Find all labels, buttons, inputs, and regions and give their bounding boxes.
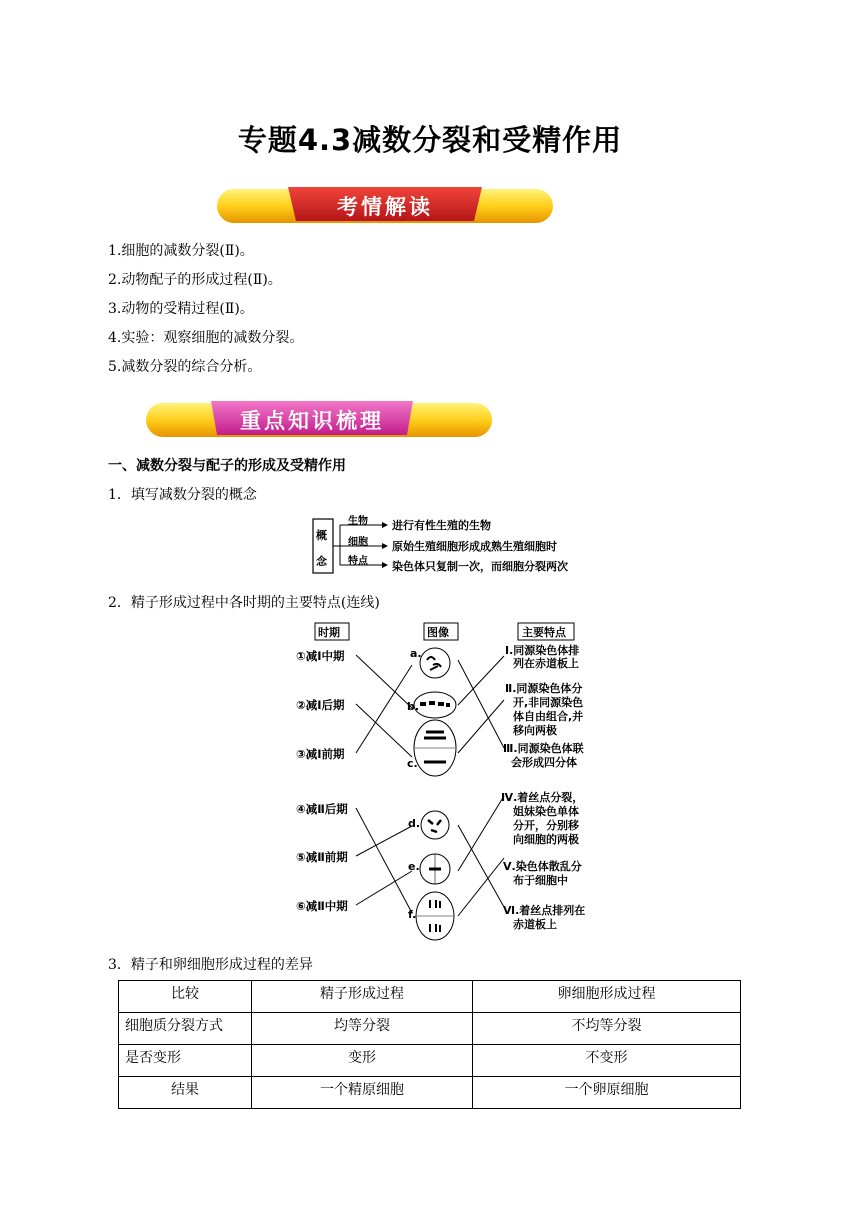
feature-line: Ⅳ.着丝点分裂， (501, 791, 584, 804)
table-cell: 一个卵原细胞 (473, 1077, 741, 1109)
period-label: ④减Ⅱ后期 (296, 802, 348, 816)
knowledge-banner (145, 399, 493, 439)
matching-diagram (290, 620, 600, 942)
feature-line: 分开，分别移 (513, 819, 579, 832)
exam-item: 4.实验：观察细胞的减数分裂。 (108, 330, 304, 346)
feature-text (501, 791, 583, 847)
period-label: ①减Ⅰ中期 (296, 649, 345, 663)
concept-label: 细胞 (348, 537, 368, 548)
table-cell: 一个精原细胞 (252, 1077, 473, 1109)
period-label: ⑤减Ⅱ前期 (296, 850, 348, 864)
concept-label: 特点 (348, 556, 368, 567)
table-cell: 细胞质分裂方式 (119, 1013, 252, 1045)
period-label: ②减Ⅰ后期 (296, 698, 345, 712)
table-header-cell: 精子形成过程 (252, 981, 473, 1013)
comparison-table (118, 980, 741, 1109)
exam-item: 5.减数分裂的综合分析。 (108, 359, 262, 375)
feature-line: Ⅲ.同源染色体联 (503, 742, 584, 755)
concept-text: 原始生殖细胞形成成熟生殖细胞时 (392, 540, 557, 553)
concept-text: 染色体只复制一次，而细胞分裂两次 (392, 560, 568, 573)
feature-line: Ⅴ.染色体散乱分 (503, 860, 582, 873)
concept-box-char: 念 (316, 555, 327, 568)
exam-item: 1.细胞的减数分裂(Ⅱ)。 (108, 243, 254, 259)
feature-line: 移向两极 (513, 724, 557, 737)
image-letter: c. (407, 757, 418, 770)
image-letter: f. (408, 908, 417, 921)
matching-header: 图像 (427, 626, 449, 639)
question-2: 2．精子形成过程中各时期的主要特点(连线) (108, 595, 380, 611)
table-header-row (119, 981, 741, 1013)
feature-line: Ⅰ.同源染色体排 (505, 644, 580, 657)
table-cell: 不均等分裂 (473, 1013, 741, 1045)
feature-line: 向细胞的两极 (513, 833, 579, 846)
feature-line: 会形成四分体 (511, 756, 577, 769)
image-letter: e. (408, 860, 420, 873)
feature-line: 姐妹染色单体 (513, 805, 579, 818)
feature-text (505, 644, 579, 670)
feature-line: Ⅱ.同源染色体分 (505, 682, 583, 695)
image-letter: b. (407, 700, 420, 713)
table-header-cell: 卵细胞形成过程 (473, 981, 741, 1013)
feature-line: 体自由组合,并 (513, 710, 584, 723)
feature-text (503, 860, 582, 888)
table-cell: 结果 (119, 1077, 252, 1109)
table-cell: 不变形 (473, 1045, 741, 1077)
feature-text (505, 682, 583, 738)
exam-item: 3.动物的受精过程(Ⅱ)。 (108, 301, 254, 317)
exam-banner-label: 考情解读 (337, 195, 433, 219)
table-cell: 是否变形 (119, 1045, 252, 1077)
table-header-cell: 比较 (119, 981, 252, 1013)
concept-diagram (312, 513, 602, 579)
table-cell: 均等分裂 (252, 1013, 473, 1045)
concept-text: 进行有性生殖的生物 (392, 519, 491, 532)
question-1: 1．填写减数分裂的概念 (108, 487, 257, 503)
feature-line: 列在赤道板上 (513, 657, 579, 670)
concept-label: 生物 (348, 516, 368, 527)
feature-text (503, 742, 584, 770)
period-label: ⑥减Ⅱ中期 (296, 899, 348, 913)
feature-line: 布于细胞中 (513, 874, 568, 887)
knowledge-banner-label: 重点知识梳理 (240, 409, 384, 433)
question-3: 3．精子和卵细胞形成过程的差异 (108, 957, 313, 973)
image-letter: d. (408, 817, 421, 830)
image-letter: a. (410, 647, 422, 660)
section-heading: 一、减数分裂与配子的形成及受精作用 (108, 458, 346, 474)
table-row (119, 1013, 741, 1045)
concept-box-char: 概 (316, 529, 327, 542)
table-row (119, 1077, 741, 1109)
matching-header: 主要特点 (522, 626, 566, 639)
exam-item: 2.动物配子的形成过程(Ⅱ)。 (108, 272, 282, 288)
feature-line: Ⅵ.着丝点排列在 (503, 904, 586, 917)
feature-text (503, 904, 585, 932)
period-label: ③减Ⅰ前期 (296, 747, 345, 761)
matching-header: 时期 (318, 626, 340, 639)
page-title: 专题4.3减数分裂和受精作用 (237, 123, 623, 157)
feature-line: 赤道板上 (513, 918, 557, 931)
table-row (119, 1045, 741, 1077)
table-cell: 变形 (252, 1045, 473, 1077)
feature-line: 开,非同源染色 (513, 696, 584, 709)
exam-banner (216, 185, 554, 225)
